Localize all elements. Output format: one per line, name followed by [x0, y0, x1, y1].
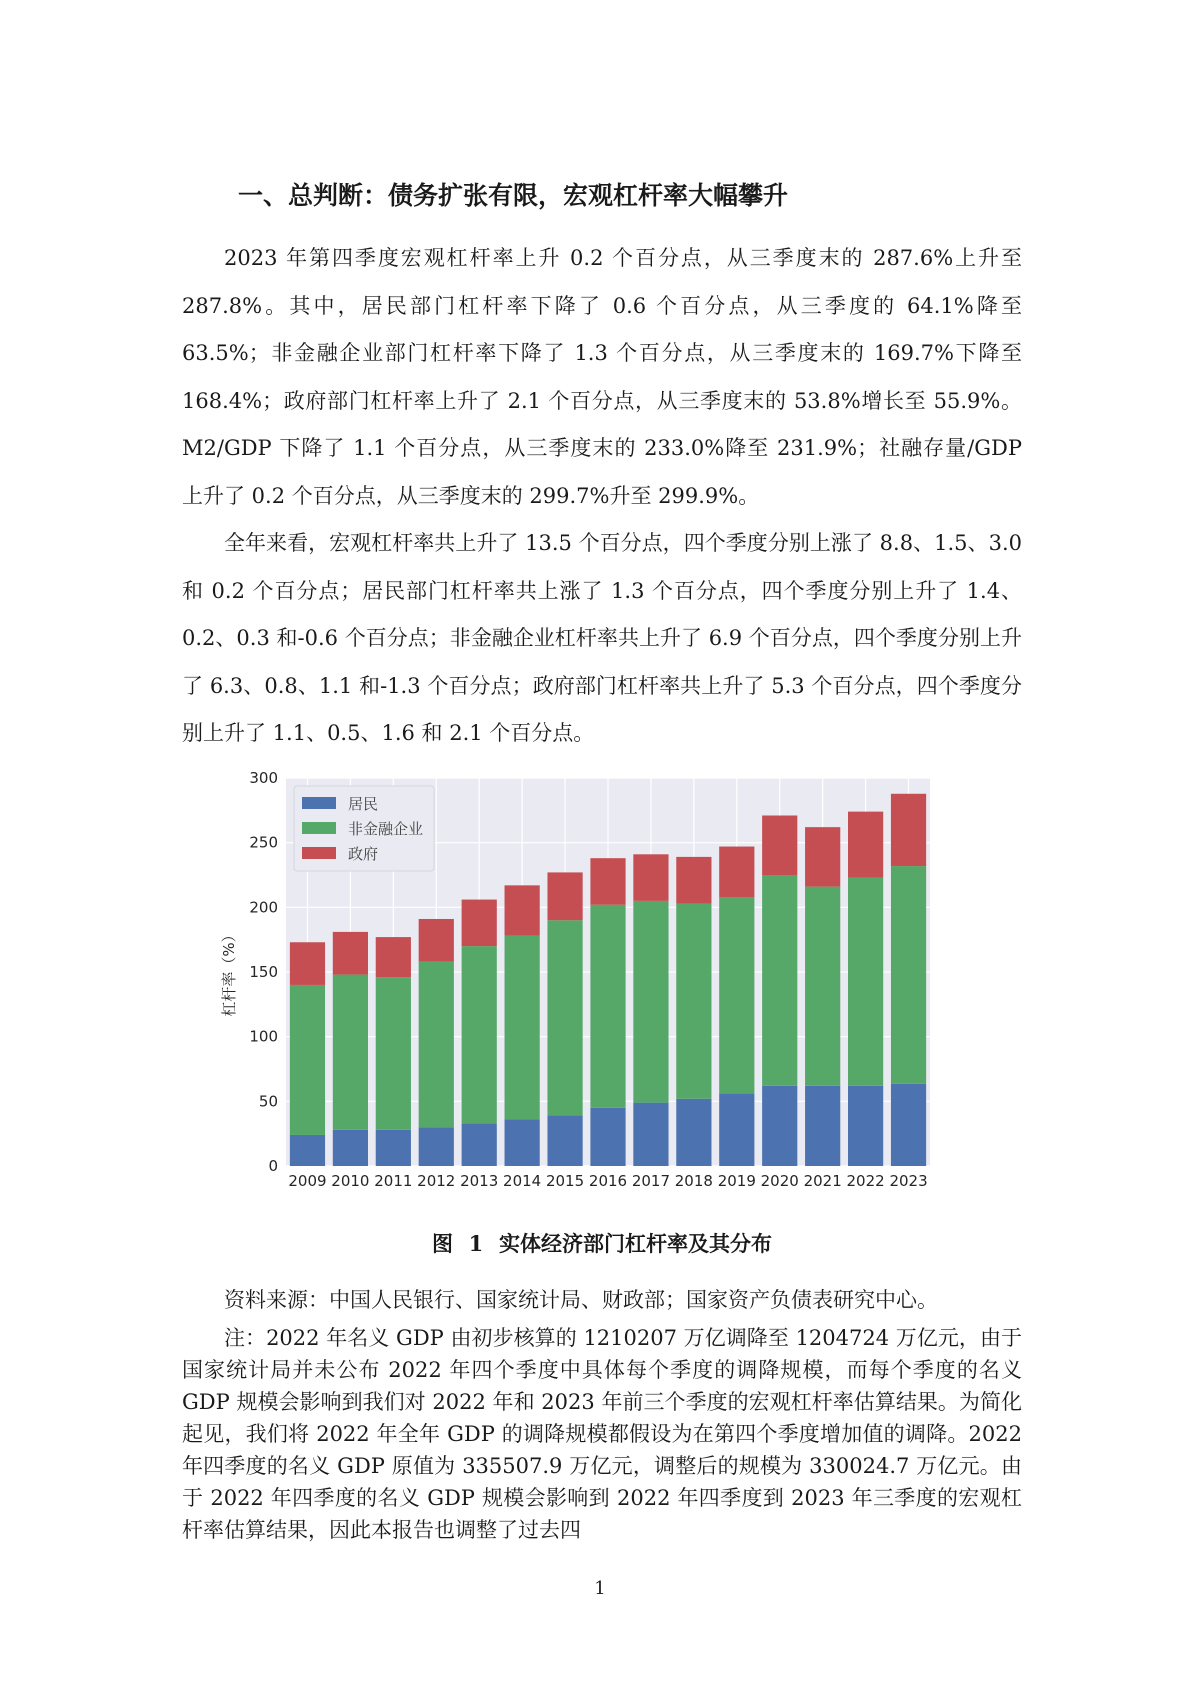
legend-swatch-居民: [302, 797, 336, 809]
bar-居民-2016: [590, 1108, 625, 1166]
y-tick-label: 100: [249, 1027, 278, 1046]
bar-政府-2015: [547, 872, 582, 920]
figure-caption: 图 1 实体经济部门杠杆率及其分布: [431, 1231, 773, 1256]
bar-居民-2017: [633, 1103, 668, 1166]
x-tick-label: 2011: [374, 1172, 413, 1190]
x-tick-label: 2013: [460, 1172, 499, 1190]
body-paragraph-2: 全年来看，宏观杠杆率共上升了 13.5 个百分点，四个季度分别上涨了 8.8、1.5、3.0 和 0.2 个百分点；居民部门杠杆率共上涨了 1.3 个百分点，四个季度分别上升了 1.4、0.2、0.3 和-0.6 个百分点；非金融企业杠杆率共上升了 6.9 个百分点，四个季度分别上升了 6.3、0.8、1.1 和-1.3 个百分点；政府部门杠杆率共上升了 5.3 个百分点，四个季度分别上升了 1.1、0.5、1.6 和 2.1 个百分点。: [182, 531, 1022, 745]
x-tick-label: 2014: [503, 1172, 542, 1190]
bar-居民-2009: [290, 1135, 325, 1166]
bar-居民-2020: [762, 1086, 797, 1166]
bar-居民-2021: [805, 1086, 840, 1166]
x-tick-label: 2009: [288, 1172, 327, 1190]
bar-政府-2009: [290, 942, 325, 985]
x-tick-label: 2016: [588, 1172, 628, 1190]
leverage-chart-svg: [210, 760, 990, 1230]
y-tick-label: 150: [249, 963, 278, 981]
y-tick-label: 300: [249, 769, 278, 787]
bar-非金融企业-2010: [333, 975, 368, 1130]
y-axis-label: 杠杆率（%）: [220, 927, 238, 1017]
y-tick-label: 250: [249, 833, 278, 852]
bar-政府-2010: [333, 932, 368, 975]
bar-居民-2023: [891, 1084, 926, 1166]
bar-政府-2013: [462, 900, 497, 947]
bar-非金融企业-2015: [547, 920, 582, 1115]
bar-政府-2021: [805, 827, 840, 886]
bar-政府-2019: [719, 847, 754, 897]
x-tick-label: 2019: [717, 1172, 756, 1190]
bar-非金融企业-2020: [762, 875, 797, 1086]
legend-swatch-政府: [302, 847, 336, 859]
legend-label-非金融企业: 非金融企业: [348, 820, 424, 838]
bar-非金融企业-2023: [891, 866, 926, 1084]
figure-source: 资料来源：中国人民银行、国家统计局、财政部；国家资产负债表研究中心。: [224, 1288, 938, 1312]
x-tick-label: 2010: [331, 1172, 370, 1190]
bar-政府-2012: [419, 919, 454, 962]
x-tick-label: 2023: [889, 1172, 928, 1190]
legend-label-居民: 居民: [348, 795, 379, 813]
bar-居民-2011: [376, 1130, 411, 1166]
bar-居民-2018: [676, 1099, 711, 1166]
bar-政府-2017: [633, 854, 668, 901]
bar-非金融企业-2013: [462, 946, 497, 1123]
bar-居民-2019: [719, 1094, 754, 1166]
bar-非金融企业-2019: [719, 897, 754, 1094]
bar-居民-2012: [419, 1127, 454, 1166]
bar-政府-2018: [676, 857, 711, 904]
legend-swatch-非金融企业: [302, 822, 336, 834]
bar-政府-2014: [505, 885, 540, 935]
x-tick-label: 2018: [674, 1172, 713, 1190]
bar-非金融企业-2016: [590, 905, 625, 1108]
bar-居民-2022: [848, 1086, 883, 1166]
y-tick-label: 200: [249, 898, 278, 917]
section-heading: 一、总判断：债务扩张有限，宏观杠杆率大幅攀升: [238, 181, 789, 210]
bar-政府-2011: [376, 937, 411, 977]
bar-非金融企业-2021: [805, 887, 840, 1086]
x-tick-label: 2021: [803, 1172, 842, 1190]
bar-政府-2023: [891, 794, 926, 866]
x-tick-label: 2012: [417, 1172, 456, 1190]
bar-居民-2013: [462, 1123, 497, 1166]
bar-非金融企业-2011: [376, 977, 411, 1130]
x-tick-label: 2020: [760, 1172, 799, 1190]
bar-居民-2010: [333, 1130, 368, 1166]
x-tick-label: 2017: [631, 1172, 671, 1190]
legend-label-政府: 政府: [348, 845, 379, 863]
figure-note: 注：2022 年名义 GDP 由初步核算的 1210207 万亿调降至 1204724 万亿元，由于国家统计局并未公布 2022 年四个季度中具体每个季度的调降规模，而每个季度的名义 GDP 规模会影响到我们对 2022 年和 2023 年前三个季度的宏观杠杆率估算结果。为简化起见，我们将 2022 年全年 GDP 的调降规模都假设为在第四个季度增加值的调降。2022 年四季度的名义 GDP 原值为 335507.9 万亿元，调整后的规模为 330024.7 万亿元。由于 2022 年四季度的名义 GDP 规模会影响到 2022 年四季度到 2023 年三季度的宏观杠杆率估算结果，因此本报告也调整了过去四: [182, 1326, 1022, 1542]
bar-非金融企业-2018: [676, 903, 711, 1098]
page-number: 1: [594, 1578, 606, 1599]
bar-非金融企业-2009: [290, 985, 325, 1135]
bar-政府-2016: [590, 858, 625, 905]
bar-非金融企业-2022: [848, 878, 883, 1086]
bar-非金融企业-2014: [505, 936, 540, 1120]
y-tick-label: 50: [258, 1092, 278, 1111]
bar-居民-2015: [547, 1116, 582, 1166]
x-tick-label: 2022: [846, 1172, 885, 1190]
bar-政府-2020: [762, 816, 797, 875]
body-paragraph-1: 2023 年第四季度宏观杠杆率上升 0.2 个百分点，从三季度末的 287.6%上升至 287.8%。其中，居民部门杠杆率下降了 0.6 个百分点，从三季度的 64.1%降至 63.5%；非金融企业部门杠杆率下降了 1.3 个百分点，从三季度末的 169.7%下降至 168.4%；政府部门杠杆率上升了 2.1 个百分点，从三季度末的 53.8%增长至 55.9%。M2/GDP 下降了 1.1 个百分点，从三季度末的 233.0%降至 231.9%；社融存量/GDP 上升了 0.2 个百分点，从三季度末的 299.7%升至 299.9%。: [182, 246, 1022, 508]
x-tick-label: 2015: [545, 1172, 585, 1190]
bar-居民-2014: [505, 1119, 540, 1166]
bar-非金融企业-2012: [419, 962, 454, 1128]
y-tick-label: 0: [268, 1157, 278, 1175]
bar-政府-2022: [848, 812, 883, 878]
leverage-chart: [210, 760, 990, 1230]
bar-非金融企业-2017: [633, 901, 668, 1103]
